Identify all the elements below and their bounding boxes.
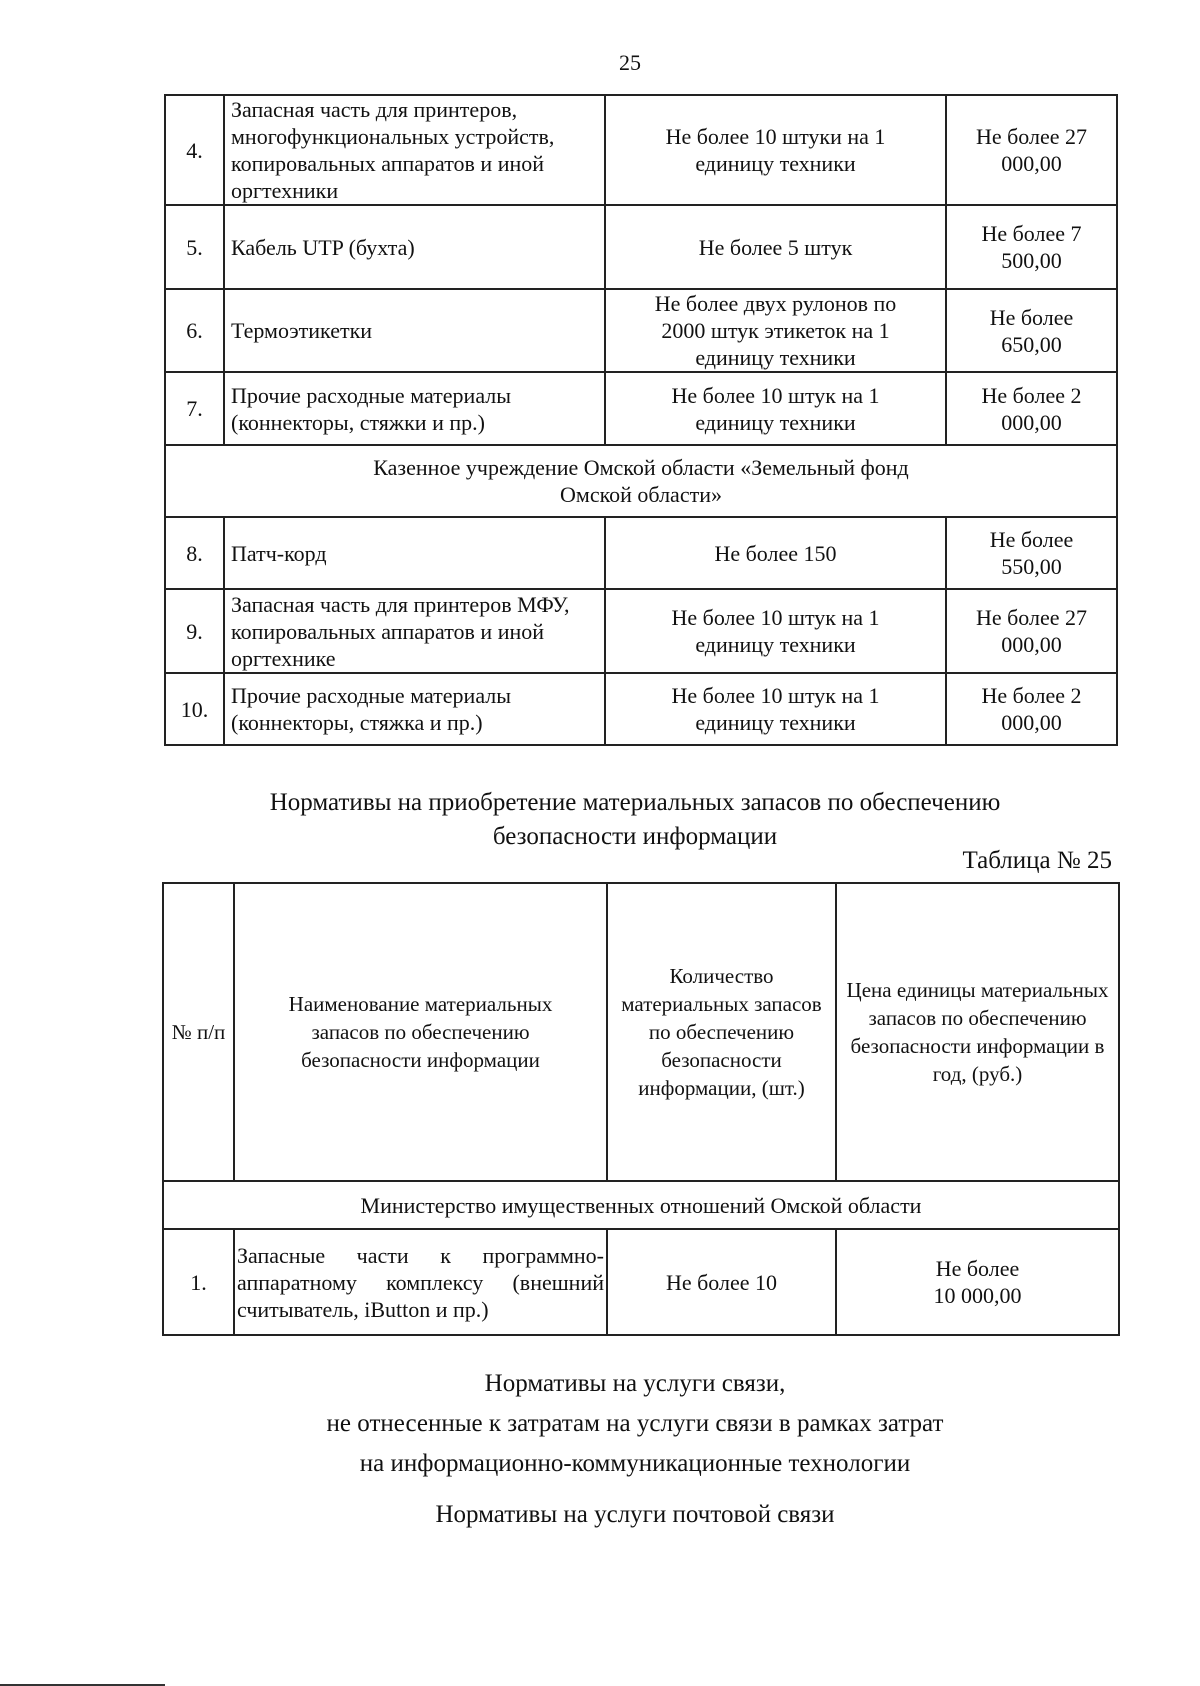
comm-title-line-1: Нормативы на услуги связи,: [484, 1370, 786, 1397]
item-price: Не более 650,00: [946, 289, 1117, 372]
item-name-line-2: аппаратному комплексу (внешний: [237, 1269, 604, 1295]
item-name: Патч-корд: [224, 517, 605, 589]
table-row: [165, 372, 1117, 445]
row-number: 1.: [163, 1229, 234, 1335]
item-name: [234, 1229, 607, 1335]
header-price: Цена единицы материальных запасов по обеспечению безопасности информации в год, (руб.): [836, 883, 1119, 1181]
table-label: Таблица № 25: [962, 847, 1112, 874]
item-name: Прочие расходные материалы (коннекторы, стяжка и пр.): [224, 673, 605, 745]
section-title: Министерство имущественных отношений Омской области: [163, 1181, 1119, 1229]
item-price: Не более 27 000,00: [946, 589, 1117, 673]
table-header-row: [163, 883, 1119, 1181]
row-number: 8.: [165, 517, 224, 589]
postal-section-title: Нормативы на услуги почтовой связи: [435, 1501, 835, 1528]
security-table: [162, 882, 1120, 1336]
item-quantity: Не более 10 штук на 1 единицу техники: [605, 673, 946, 745]
item-price: Не более 10 000,00: [836, 1229, 1119, 1335]
table-row: [163, 1229, 1119, 1335]
comm-title-line-2: не отнесенные к затратам на услуги связи в рамках затрат: [326, 1410, 944, 1437]
item-name: Термоэтикетки: [224, 289, 605, 372]
item-price: Не более 2 000,00: [946, 372, 1117, 445]
item-quantity: Не более 10 штук на 1 единицу техники: [605, 372, 946, 445]
item-name: Прочие расходные материалы (коннекторы, стяжки и пр.): [224, 372, 605, 445]
table-row: [165, 589, 1117, 673]
item-price: Не более 550,00: [946, 517, 1117, 589]
table-row: [165, 205, 1117, 289]
item-name-line-3: считыватель, iButton и пр.): [237, 1296, 489, 1322]
security-title-line-2: безопасности информации: [492, 823, 778, 850]
table-row: [165, 95, 1117, 205]
table-row: [165, 673, 1117, 745]
row-number: 7.: [165, 372, 224, 445]
item-quantity: Не более 10: [607, 1229, 836, 1335]
section-row: [163, 1181, 1119, 1229]
item-price: Не более 27 000,00: [946, 95, 1117, 205]
table-row: [165, 289, 1117, 372]
table-row: [165, 517, 1117, 589]
item-name: Кабель UTP (бухта): [224, 205, 605, 289]
item-quantity: Не более 10 штуки на 1 единицу техники: [605, 95, 946, 205]
section-title: Казенное учреждение Омской области «Земельный фонд Омской области»: [165, 445, 1117, 517]
security-section-title: [0, 786, 1200, 854]
header-qty: Количество материальных запасов по обеспечению безопасности информации, (шт.): [607, 883, 836, 1181]
security-title-line-1: Нормативы на приобретение материальных запасов по обеспечению: [269, 789, 1001, 816]
communication-section-title: [0, 1364, 1200, 1484]
row-number: 9.: [165, 589, 224, 673]
item-quantity: Не более 150: [605, 517, 946, 589]
row-number: 6.: [165, 289, 224, 372]
item-quantity: Не более двух рулонов по 2000 штук этикеток на 1 единицу техники: [605, 289, 946, 372]
item-price: Не более 7 500,00: [946, 205, 1117, 289]
item-name-line-1: Запасные части к программно-: [237, 1242, 604, 1268]
row-number: 5.: [165, 205, 224, 289]
section-row: [165, 445, 1117, 517]
header-name: Наименование материальных запасов по обеспечению безопасности информации: [234, 883, 607, 1181]
item-name: Запасная часть для принтеров МФУ, копировальных аппаратов и иной оргтехнике: [224, 589, 605, 673]
header-num: № п/п: [163, 883, 234, 1181]
item-price: Не более 2 000,00: [946, 673, 1117, 745]
item-name: Запасная часть для принтеров, многофункциональных устройств, копировальных аппаратов и иной оргтехники: [224, 95, 605, 205]
item-quantity: Не более 10 штук на 1 единицу техники: [605, 589, 946, 673]
continuation-table: [164, 94, 1118, 746]
row-number: 4.: [165, 95, 224, 205]
comm-title-line-3: на информационно-коммуникационные технологии: [359, 1450, 911, 1477]
page-number: 25: [619, 50, 641, 75]
item-quantity: Не более 5 штук: [605, 205, 946, 289]
row-number: 10.: [165, 673, 224, 745]
